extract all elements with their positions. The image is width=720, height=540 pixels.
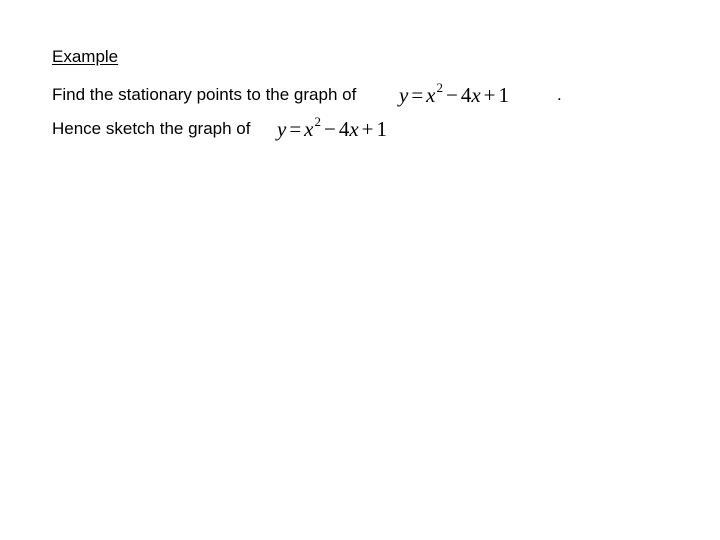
equation-2-x-linear: x	[349, 117, 359, 141]
equation-1-exponent: 2	[436, 80, 443, 95]
equation-1-equals: =	[411, 83, 424, 107]
equation-1-constant: 1	[498, 83, 510, 107]
equation-2-plus: +	[361, 117, 374, 141]
equation-2-coefficient: 4	[338, 117, 350, 141]
equation-2-x: x	[304, 117, 314, 141]
question-line-2: Hence sketch the graph of	[52, 119, 251, 138]
equation-2	[277, 114, 388, 141]
equation-2-y: y	[277, 117, 287, 141]
equation-1-minus: −	[446, 83, 458, 107]
equation-2-minus: −	[324, 117, 336, 141]
equation-2-exponent: 2	[314, 114, 321, 129]
equation-2-equals: =	[289, 117, 302, 141]
equation-1	[399, 80, 510, 107]
example-heading: Example	[52, 47, 119, 66]
equation-1-plus: +	[483, 83, 496, 107]
question-line-1: Find the stationary points to the graph of	[52, 85, 357, 104]
equation-1-y: y	[399, 83, 409, 107]
trailing-period: .	[557, 85, 562, 104]
equation-2-constant: 1	[376, 117, 388, 141]
equation-1-coefficient: 4	[460, 83, 472, 107]
equation-1-x: x	[426, 83, 436, 107]
equation-1-x-linear: x	[471, 83, 481, 107]
